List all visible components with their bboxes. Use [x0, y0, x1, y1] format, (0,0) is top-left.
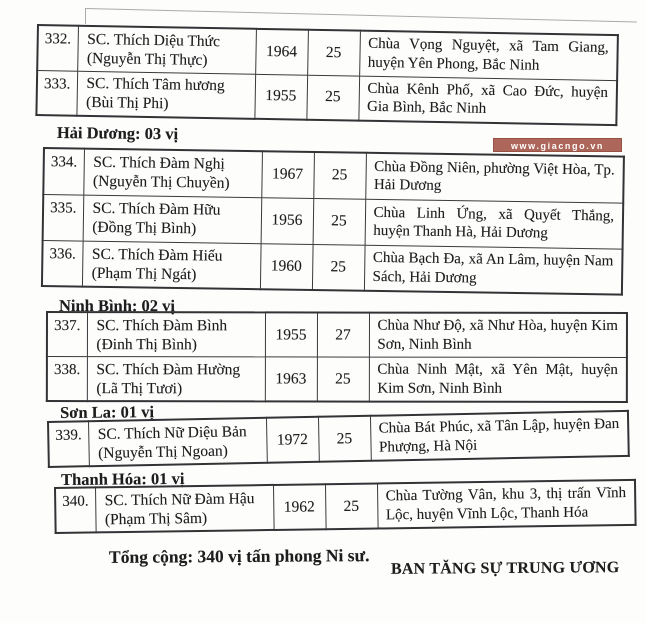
address-cell: Chùa Kênh Phố, xã Cao Đức, huyện Gia Bình, Bắc Ninh: [358, 76, 617, 125]
name-cell: [77, 26, 256, 74]
lay-name: (Nguyễn Thị Ngoan): [97, 442, 228, 462]
ordinal-cell: 333.: [36, 70, 77, 116]
dharma-name: SC. Thích Nữ Diệu Bản: [97, 422, 247, 443]
section-header-son-la: Sơn La: 01 vị: [60, 402, 155, 422]
name-cell: [95, 485, 274, 532]
dharma-name: SC. Thích Đàm Hiếu: [91, 245, 223, 265]
count-cell: 25: [312, 244, 365, 291]
count-cell: 25: [317, 357, 369, 402]
ordinal-cell: 335.: [43, 194, 84, 241]
count-cell: 25: [306, 75, 359, 121]
address-cell: Chùa Như Độ, xã Như Hòa, huyện Kim Sơn, Ninh Bình: [369, 313, 627, 358]
birth-year-cell: 1955: [254, 74, 307, 120]
dharma-name: SC. Thích Đàm Bình: [96, 316, 228, 334]
ordinal-cell: 332.: [37, 25, 78, 71]
count-cell: 25: [307, 30, 360, 76]
lay-name: (Phạm Thị Sâm): [104, 509, 208, 528]
section-header-ninh-binh: Ninh Bình: 02 vị: [58, 296, 175, 316]
lay-name: (Lã Thị Tươi): [96, 379, 183, 397]
address-cell: Chùa Bát Phúc, xã Tân Lập, huyện Đan Phượng, Hà Nội: [370, 411, 629, 461]
ordinal-cell: 337.: [47, 312, 87, 357]
lay-name: (Nguyễn Thị Chuyền): [92, 172, 230, 193]
section-header-thanh-hoa: Thanh Hóa: 01 vị: [61, 468, 185, 489]
ordinal-cell: 338.: [47, 357, 87, 402]
birth-year-cell: 1972: [266, 417, 319, 463]
lay-name: (Nguyễn Thị Thực): [86, 49, 208, 69]
address-cell: Chùa Ninh Mật, xã Yên Mật, huyện Kim Sơn, Ninh Bình: [369, 357, 627, 402]
table-row: [36, 70, 617, 125]
roster-table: [41, 147, 625, 296]
ordinal-cell: 334.: [43, 148, 84, 195]
address-cell: Chùa Vọng Nguyệt, xã Tam Giang, huyện Yên Phong, Bắc Ninh: [359, 31, 618, 80]
previous-row-fragment-line: [85, 8, 637, 23]
watermark-badge: www.giacngo.vn: [493, 138, 622, 152]
name-cell: [83, 149, 262, 198]
address-cell: Chùa Bạch Đa, xã An Lâm, huyện Nam Sách, Hải Dương: [364, 245, 623, 295]
lay-name: (Phạm Thị Ngát): [91, 264, 197, 284]
total-summary: Tổng cộng: 340 vị tấn phong Ni sư.: [108, 545, 370, 567]
birth-year-cell: 1960: [260, 243, 313, 290]
dharma-name: SC. Thích Nữ Đàm Hậu: [104, 489, 255, 509]
previous-row-fragment-border: [85, 9, 86, 24]
table-row: [47, 312, 627, 358]
signing-authority: BAN TĂNG SỰ TRUNG ƯƠNG: [390, 559, 620, 578]
address-cell: Chùa Tường Vân, khu 3, thị trấn Vĩnh Lộc, huyện Vĩnh Lộc, Thanh Hóa: [377, 480, 636, 529]
count-cell: 25: [313, 152, 366, 199]
lay-name: (Đinh Thị Bình): [96, 335, 197, 353]
name-cell: [83, 195, 262, 244]
birth-year-cell: 1964: [255, 29, 308, 75]
name-cell: [88, 418, 267, 466]
dharma-name: SC. Thích Đàm Nghị: [93, 153, 225, 173]
count-cell: 25: [313, 198, 366, 245]
table-row: [42, 240, 623, 295]
name-cell: [87, 357, 265, 402]
birth-year-cell: 1967: [261, 151, 314, 198]
count-cell: 25: [318, 416, 371, 462]
table-row: [47, 357, 627, 403]
lay-name: (Bùi Thị Phi): [85, 94, 169, 113]
ordinal-cell: 340.: [55, 487, 96, 533]
ordinal-cell: 339.: [48, 421, 89, 467]
birth-year-cell: 1956: [261, 197, 314, 244]
dharma-name: SC. Thích Diệu Thức: [87, 30, 221, 50]
birth-year-cell: 1955: [265, 312, 317, 357]
section-header-hai-duong: Hải Dương: 03 vị: [56, 123, 179, 144]
name-cell: [82, 241, 261, 290]
table-row: [55, 480, 636, 533]
name-cell: [87, 312, 265, 357]
lay-name: (Đồng Thị Bình): [92, 218, 197, 238]
dharma-name: SC. Thích Tâm hương: [86, 75, 225, 95]
roster-table: [54, 479, 637, 534]
table-row: [48, 411, 629, 467]
count-cell: 27: [317, 312, 369, 357]
birth-year-cell: 1963: [265, 357, 317, 402]
ordinal-cell: 336.: [42, 240, 83, 287]
roster-table: [47, 410, 630, 468]
count-cell: 25: [325, 483, 378, 529]
birth-year-cell: 1962: [273, 484, 326, 530]
name-cell: [76, 71, 255, 119]
dharma-name: SC. Thích Đàm Hữu: [92, 199, 221, 219]
roster-table: [46, 311, 628, 403]
roster-table: [35, 24, 619, 126]
address-cell: Chùa Đồng Niên, phường Việt Hòa, Tp. Hải Dương: [365, 153, 624, 203]
dharma-name: SC. Thích Đàm Hường: [96, 360, 241, 378]
address-cell: Chùa Linh Ứng, xã Quyết Thắng, huyện Thanh Hà, Hải Dương: [365, 199, 624, 249]
